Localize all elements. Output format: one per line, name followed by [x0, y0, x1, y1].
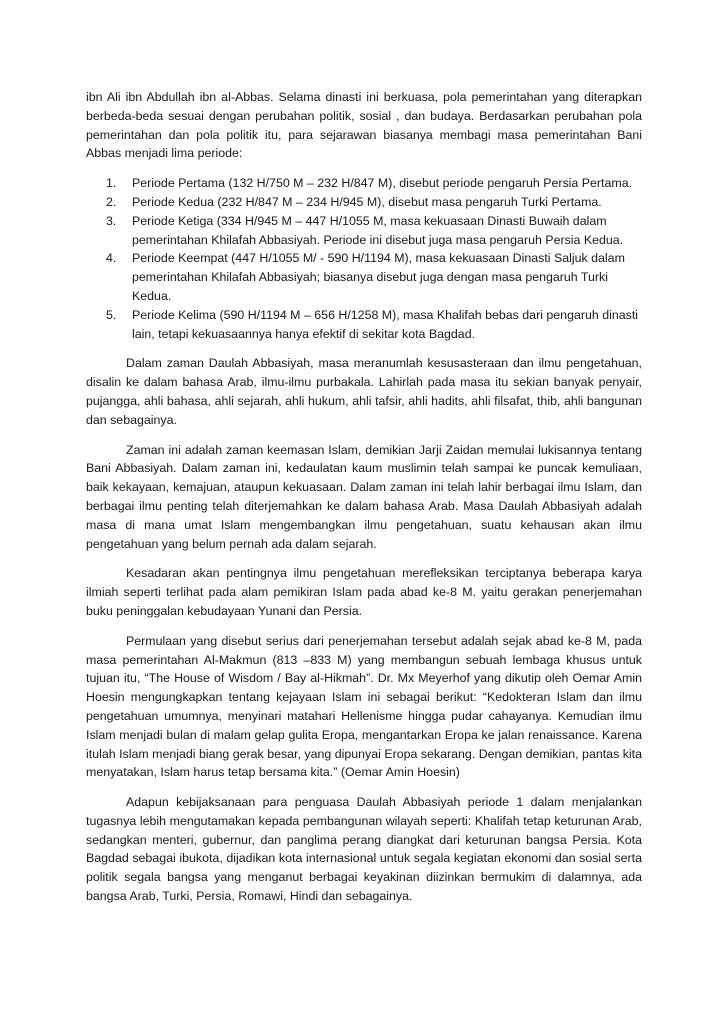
list-number: 1. [106, 176, 117, 191]
intro-paragraph: ibn Ali ibn Abdullah ibn al-Abbas. Selama dinasti ini berkuasa, pola pemerintahan yang diterapkan berbeda-beda sesuai dengan perubahan politik, sosial , dan budaya. Berdasarkan perubahan pola pemerintahan dan pola politik itu, para sejarawan biasanya membagi masa pemerintahan Bani Abbas menjadi lima periode: [86, 90, 642, 161]
list-item [86, 212, 642, 250]
body-paragraph: Dalam zaman Daulah Abbasiyah, masa meranumlah kesusasteraan dan ilmu pengetahuan, disalin ke dalam bahasa Arab, ilmu-ilmu purbakala. Lahirlah pada masa itu sekian banyak penyair, pujangga, ahli bahasa, ahli sejarah, ahli hukum, ahli tafsir, ahli hadits, ahli filsafat, thib, ahli bangunan dan sebagainya. [86, 356, 642, 427]
list-item [86, 174, 642, 193]
list-item-text: Periode Pertama (132 H/750 M – 232 H/847 M), disebut periode pengaruh Persia Pertama. [132, 176, 633, 191]
document-page [86, 88, 642, 917]
body-paragraph: Zaman ini adalah zaman keemasan Islam, demikian Jarji Zaidan memulai lukisannya tentang Bani Abbasiyah. Dalam zaman ini, kedaulatan kaum muslimin telah sampai ke puncak kemuliaan, baik kekayaan, kemajuan, ataupun kekuasaan. Dalam zaman ini telah lahir berbagai ilmu Islam, dan berbagai ilmu penting telah diterjemahkan ke dalam bahasa Arab. Masa Daulah Abbasiyah adalah masa di mana umat Islam mengembangkan ilmu pengetahuan, suatu kehausan akan ilmu pengetahuan yang belum pernah ada dalam sejarah. [86, 442, 642, 551]
body-paragraph: Adapun kebijaksanaan para penguasa Daulah Abbasiyah periode 1 dalam menjalankan tugasnya lebih mengutamakan kepada pembangunan wilayah seperti: Khalifah tetap keturunan Arab, sedangkan menteri, gubernur, dan panglima perang diangkat dari keturunan bangsa Persia. Kota Bagdad sebagai ibukota, dijadikan kota internasional untuk segala kegiatan ekonomi dan sosial serta politik segala bangsa yang menganut berbagai keyakinan diizinkan bermukim di dalamnya, ada bangsa Arab, Turki, Persia, Romawi, Hindi dan sebagainya. [86, 795, 642, 904]
list-item [86, 249, 642, 305]
list-number: 2. [106, 194, 117, 209]
list-item [86, 193, 642, 212]
list-item-text: Periode Kelima (590 H/1194 M – 656 H/1258 M), masa Khalifah bebas dari pengaruh dinasti lain, tetapi kekuasaannya hanya efektif di sekitar kota Bagdad. [132, 307, 639, 341]
body-paragraph: Permulaan yang disebut serius dari penerjemahan tersebut adalah sejak abad ke-8 M, pada masa pemerintahan Al-Makmun (813 –833 M) yang membangun sebuah lembaga khusus untuk tujuan itu, “The House of Wisdom / Bay al-Hikmah”. Dr. Mx Meyerhof yang dikutip oleh Oemar Amin Hoesin mengungkapkan tentang kejayaan Islam ini sebagai berikut: “Kedokteran Islam dan ilmu pengetahuan umumnya, menyinari matahari Hellenisme hingga pudar cahayanya. Kemudian ilmu Islam menjadi bulan di malam gelap gulita Eropa, mengantarkan Eropa ke jalan renaissance. Karena itulah Islam menjadi biang gerak besar, yang dipunyai Eropa sekarang. Dengan demikian, pantas kita menyatakan, Islam harus tetap bersama kita.” (Oemar Amin Hoesin) [86, 633, 642, 780]
list-number: 5. [106, 307, 117, 322]
list-item-text: Periode Kedua (232 H/847 M – 234 H/945 M), disebut masa pengaruh Turki Pertama. [132, 194, 602, 209]
list-number: 3. [106, 213, 117, 228]
list-item-text: Periode Ketiga (334 H/945 M – 447 H/1055 M, masa kekuasaan Dinasti Buwaih dalam pemerintahan Khilafah Abbasiyah. Periode ini disebut juga masa pengaruh Persia Kedua. [132, 213, 624, 247]
list-item [86, 306, 642, 344]
list-item-text: Periode Keempat (447 H/1055 M/ - 590 H/1194 M), masa kekuasaan Dinasti Saljuk dalam pemerintahan Khilafah Abbasiyah; biasanya disebut juga dengan masa pengaruh Turki Kedua. [132, 251, 625, 303]
list-number: 4. [106, 251, 117, 266]
body-paragraph: Kesadaran akan pentingnya ilmu pengetahuan merefleksikan terciptanya beberapa karya ilmiah seperti terlihat pada alam pemikiran Islam pada abad ke-8 M. yaitu gerakan penerjemahan buku peninggalan kebudayaan Yunani dan Persia. [86, 566, 642, 618]
period-list [86, 174, 642, 343]
